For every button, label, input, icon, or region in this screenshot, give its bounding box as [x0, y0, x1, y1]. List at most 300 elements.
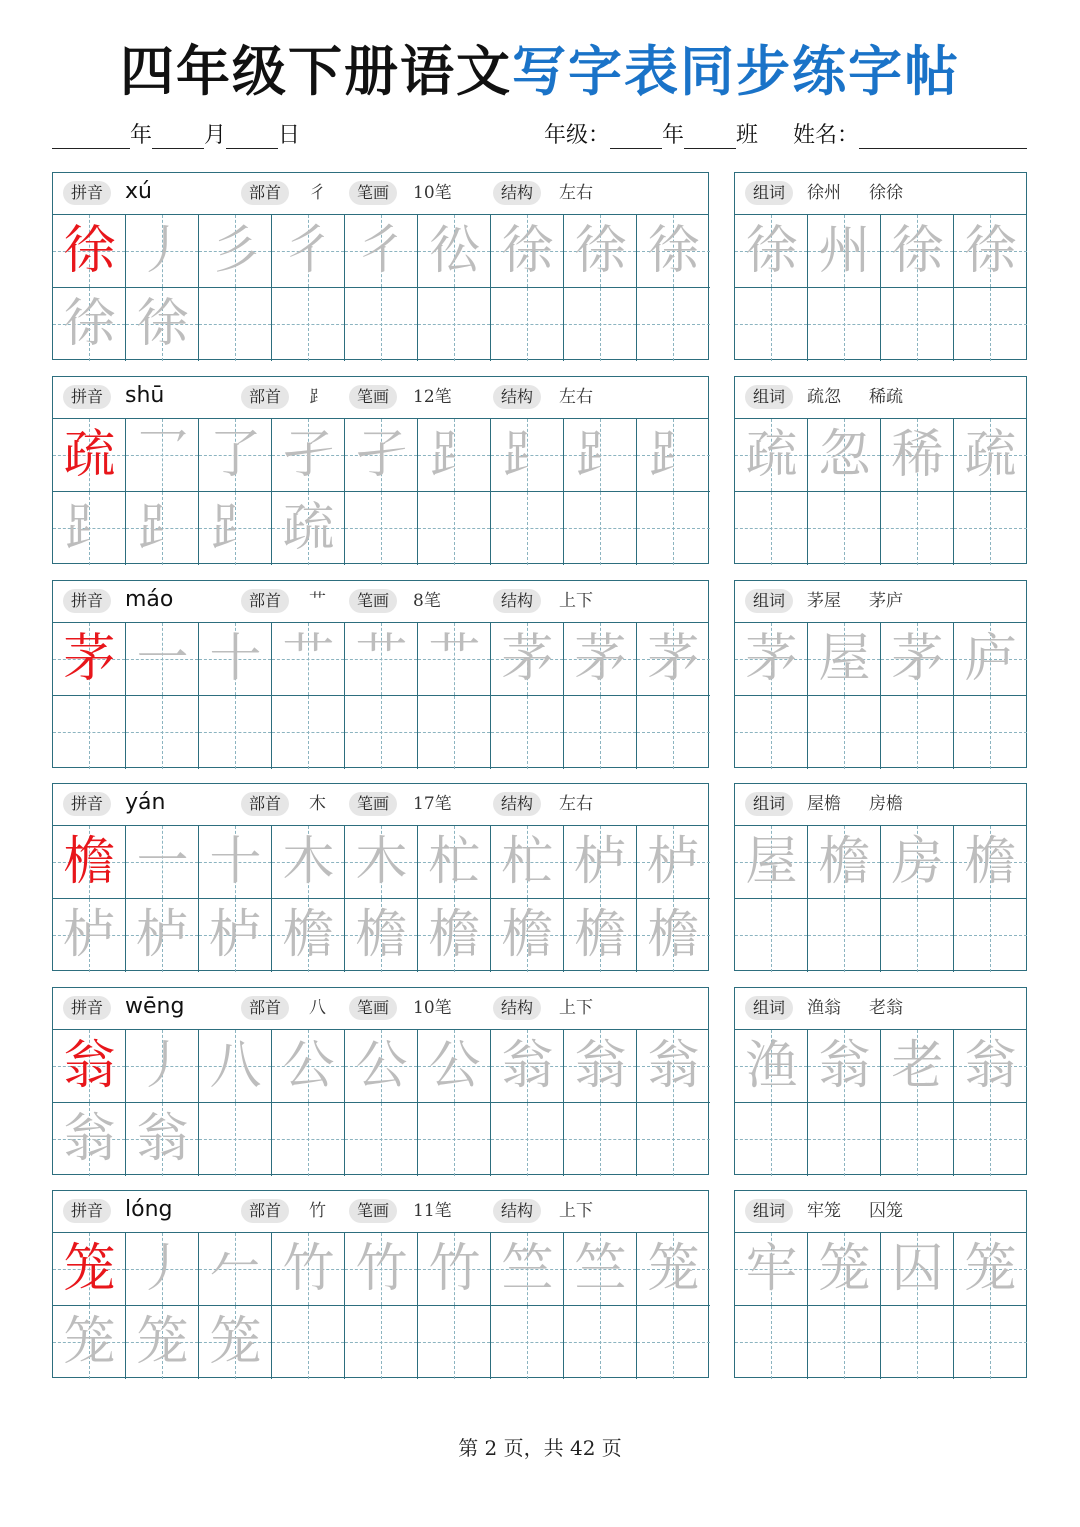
practice-cell[interactable]: [272, 215, 345, 288]
word-practice-panel: [734, 172, 1027, 360]
trace-char: 翁: [574, 1036, 627, 1096]
practice-cell[interactable]: [418, 492, 491, 565]
practice-cell[interactable]: [564, 419, 637, 492]
practice-cell[interactable]: [564, 1103, 637, 1176]
practice-cell[interactable]: [272, 623, 345, 696]
structure-value: 上下: [559, 591, 593, 611]
word-cell[interactable]: [881, 419, 954, 492]
month-blank[interactable]: [152, 120, 204, 149]
practice-cell[interactable]: [126, 419, 199, 492]
practice-cell[interactable]: [53, 899, 126, 972]
practice-cell[interactable]: [491, 1103, 564, 1176]
practice-cell[interactable]: [272, 826, 345, 899]
practice-cell[interactable]: [491, 826, 564, 899]
word-cell[interactable]: [954, 1306, 1027, 1379]
practice-cell[interactable]: [345, 696, 418, 769]
practice-cell[interactable]: [491, 623, 564, 696]
char-info-header: [53, 784, 708, 826]
practice-cell[interactable]: [418, 1233, 491, 1306]
trace-char: 孑: [355, 425, 408, 485]
char-practice-panel: [52, 172, 709, 360]
word-cell[interactable]: [808, 1030, 881, 1103]
strokes-label: 笔画: [349, 385, 397, 409]
trace-char: 公: [428, 1036, 481, 1096]
structure-label: 结构: [493, 589, 541, 613]
title-part2: 写字表同步练字帖: [512, 40, 960, 103]
practice-cell[interactable]: [564, 215, 637, 288]
word-cell[interactable]: [735, 696, 808, 769]
practice-cell[interactable]: [564, 492, 637, 565]
practice-cell[interactable]: [199, 1103, 272, 1176]
practice-cell[interactable]: [53, 696, 126, 769]
strokes-value: 8笔: [413, 591, 441, 611]
practice-cell[interactable]: [199, 1233, 272, 1306]
practice-cell[interactable]: [272, 492, 345, 565]
trace-char: 孑: [282, 425, 335, 485]
practice-cell[interactable]: [491, 696, 564, 769]
char-practice-panel: [52, 376, 709, 564]
word-cell[interactable]: [954, 1233, 1027, 1306]
word-cell[interactable]: [881, 1103, 954, 1176]
trace-char: 栌: [647, 832, 700, 892]
word-cell[interactable]: [954, 696, 1027, 769]
word-cell[interactable]: [881, 215, 954, 288]
radical-label: 部首: [241, 792, 289, 816]
practice-cell[interactable]: [418, 899, 491, 972]
strokes-label: 笔画: [349, 181, 397, 205]
word-cell[interactable]: [735, 623, 808, 696]
practice-cell[interactable]: [345, 899, 418, 972]
practice-cell[interactable]: [418, 696, 491, 769]
practice-cell[interactable]: [491, 492, 564, 565]
practice-cell[interactable]: [418, 1306, 491, 1379]
word-cell[interactable]: [954, 215, 1027, 288]
trace-char: 栌: [574, 832, 627, 892]
page-title: [0, 30, 1080, 114]
practice-cell[interactable]: [637, 1030, 710, 1103]
practice-cell[interactable]: [126, 1030, 199, 1103]
word-cell[interactable]: [954, 826, 1027, 899]
word-cell[interactable]: [808, 288, 881, 361]
practice-cell[interactable]: [418, 1030, 491, 1103]
word-cell[interactable]: [954, 899, 1027, 972]
structure-label: 结构: [493, 792, 541, 816]
practice-cell[interactable]: [126, 1103, 199, 1176]
char-practice-panel: [52, 783, 709, 971]
practice-cell[interactable]: [564, 1233, 637, 1306]
word-trace-char: 老: [891, 1036, 944, 1096]
pinyin-label: 拼音: [63, 385, 111, 409]
trace-char: ⻊: [428, 425, 481, 485]
word-cell[interactable]: [808, 492, 881, 565]
practice-cell[interactable]: [491, 1306, 564, 1379]
practice-cell[interactable]: [637, 492, 710, 565]
practice-cell[interactable]: [418, 826, 491, 899]
practice-cell[interactable]: [491, 899, 564, 972]
practice-cell[interactable]: [272, 696, 345, 769]
practice-cell[interactable]: [126, 899, 199, 972]
practice-cell[interactable]: [345, 1233, 418, 1306]
pinyin-value: xú: [125, 179, 152, 204]
word-cell[interactable]: [735, 826, 808, 899]
practice-cell[interactable]: [637, 288, 710, 361]
word-2: 囚笼: [869, 1201, 903, 1221]
practice-cell[interactable]: [345, 288, 418, 361]
practice-cell[interactable]: [272, 1030, 345, 1103]
word-cell[interactable]: [735, 288, 808, 361]
word-cell[interactable]: [808, 1306, 881, 1379]
practice-cell[interactable]: [491, 1233, 564, 1306]
word-1: 屋檐: [807, 794, 841, 814]
trace-char: 翁: [501, 1036, 554, 1096]
practice-cell[interactable]: [345, 1306, 418, 1379]
practice-cell[interactable]: [53, 1030, 126, 1103]
practice-cell[interactable]: [199, 288, 272, 361]
word-cell[interactable]: [881, 492, 954, 565]
practice-cell[interactable]: [199, 899, 272, 972]
pinyin-value: wēng: [125, 994, 185, 1019]
word-practice-panel: [734, 987, 1027, 1175]
word-cell[interactable]: [954, 419, 1027, 492]
word-trace-char: 囚: [891, 1239, 944, 1299]
page-footer: 第 2 页，共 42 页: [458, 1436, 622, 1460]
strokes-label: 笔画: [349, 792, 397, 816]
word-trace-char: 笼: [818, 1239, 871, 1299]
trace-char: 十: [209, 629, 262, 689]
trace-char: ⻊: [63, 498, 116, 558]
day-blank[interactable]: [226, 120, 278, 149]
trace-char: 竹: [428, 1239, 481, 1299]
word-cell[interactable]: [881, 1233, 954, 1306]
trace-char: 徐: [647, 221, 700, 281]
word-cell[interactable]: [735, 492, 808, 565]
word-cell[interactable]: [954, 1030, 1027, 1103]
practice-cell[interactable]: [637, 826, 710, 899]
practice-cell[interactable]: [272, 1103, 345, 1176]
trace-char: 檐: [428, 905, 481, 965]
word-cell[interactable]: [954, 492, 1027, 565]
trace-char: 杧: [428, 832, 481, 892]
pinyin-label: 拼音: [63, 792, 111, 816]
student-info: [544, 118, 1027, 149]
word-cell[interactable]: [881, 696, 954, 769]
char-block: [52, 987, 1027, 1175]
word-cell[interactable]: [808, 826, 881, 899]
word-cell[interactable]: [735, 1103, 808, 1176]
practice-cell[interactable]: [199, 623, 272, 696]
trace-char: 竺: [501, 1239, 554, 1299]
practice-cell[interactable]: [418, 419, 491, 492]
practice-cell[interactable]: [199, 1030, 272, 1103]
structure-value: 上下: [559, 998, 593, 1018]
words-label: 组词: [745, 1199, 793, 1223]
practice-cell[interactable]: [418, 288, 491, 361]
practice-cell[interactable]: [126, 1306, 199, 1379]
practice-cell[interactable]: [126, 623, 199, 696]
radical-value: 艹: [309, 591, 326, 611]
word-cell[interactable]: [881, 288, 954, 361]
practice-cell[interactable]: [53, 623, 126, 696]
practice-cell[interactable]: [564, 1030, 637, 1103]
pinyin-label: 拼音: [63, 589, 111, 613]
year-blank[interactable]: [52, 120, 130, 149]
practice-cell[interactable]: [53, 826, 126, 899]
word-practice-panel: [734, 580, 1027, 768]
trace-char: 栌: [136, 905, 189, 965]
word-cell[interactable]: [954, 623, 1027, 696]
practice-cell[interactable]: [126, 1233, 199, 1306]
practice-cell[interactable]: [272, 899, 345, 972]
practice-cell[interactable]: [564, 623, 637, 696]
word-practice-panel: [734, 376, 1027, 564]
practice-cell[interactable]: [564, 826, 637, 899]
char-block: [52, 376, 1027, 564]
word-trace-char: 渔: [745, 1036, 798, 1096]
radical-label: 部首: [241, 589, 289, 613]
word-cell[interactable]: [735, 419, 808, 492]
word-2: 徐徐: [869, 183, 903, 203]
word-cell[interactable]: [881, 826, 954, 899]
word-cell[interactable]: [808, 623, 881, 696]
trace-char: 艹: [355, 629, 408, 689]
word-cell[interactable]: [735, 1030, 808, 1103]
practice-cell[interactable]: [53, 492, 126, 565]
trace-char: 木: [355, 832, 408, 892]
practice-cell[interactable]: [272, 1306, 345, 1379]
practice-cell[interactable]: [199, 826, 272, 899]
pinyin-value: yán: [125, 790, 166, 815]
word-cell[interactable]: [881, 1030, 954, 1103]
practice-cell[interactable]: [345, 1103, 418, 1176]
trace-char: 竺: [574, 1239, 627, 1299]
radical-label: 部首: [241, 385, 289, 409]
char-practice-panel: [52, 580, 709, 768]
word-cell[interactable]: [881, 899, 954, 972]
practice-cell[interactable]: [199, 1306, 272, 1379]
radical-label: 部首: [241, 996, 289, 1020]
practice-cell[interactable]: [53, 419, 126, 492]
word-trace-char: 疏: [964, 425, 1017, 485]
structure-value: 上下: [559, 1201, 593, 1221]
word-cell[interactable]: [735, 1306, 808, 1379]
practice-cell[interactable]: [126, 288, 199, 361]
radical-label: 部首: [241, 1199, 289, 1223]
word-1: 徐州: [807, 183, 841, 203]
word-2: 老翁: [869, 998, 903, 1018]
words-label: 组词: [745, 385, 793, 409]
trace-char: 𠂉: [209, 1239, 262, 1299]
word-header: [735, 988, 1026, 1030]
trace-char: 八: [209, 1036, 262, 1096]
char-info-header: [53, 988, 708, 1030]
practice-cell[interactable]: [53, 1233, 126, 1306]
practice-cell[interactable]: [53, 215, 126, 288]
structure-value: 左右: [559, 183, 593, 203]
trace-char: 檐: [574, 905, 627, 965]
practice-cell[interactable]: [345, 623, 418, 696]
trace-char: 疏: [282, 498, 335, 558]
practice-cell[interactable]: [637, 623, 710, 696]
practice-cell[interactable]: [53, 1306, 126, 1379]
practice-cell[interactable]: [637, 696, 710, 769]
trace-char: 彸: [428, 221, 481, 281]
practice-cell[interactable]: [345, 826, 418, 899]
word-2: 稀疏: [869, 387, 903, 407]
grade-blank[interactable]: [610, 120, 662, 149]
trace-char: 翁: [647, 1036, 700, 1096]
practice-cell[interactable]: [564, 899, 637, 972]
word-1: 疏忽: [807, 387, 841, 407]
char-block: [52, 1190, 1027, 1378]
trace-char: 丿: [136, 221, 189, 281]
practice-cell[interactable]: [637, 899, 710, 972]
practice-cell[interactable]: [564, 696, 637, 769]
word-cell[interactable]: [881, 1306, 954, 1379]
radical-label: 部首: [241, 181, 289, 205]
word-cell[interactable]: [735, 899, 808, 972]
practice-cell[interactable]: [272, 288, 345, 361]
word-cell[interactable]: [954, 1103, 1027, 1176]
pinyin-value: lóng: [125, 1197, 173, 1222]
model-char: 茅: [63, 629, 116, 689]
word-cell[interactable]: [808, 899, 881, 972]
practice-cell[interactable]: [53, 288, 126, 361]
word-trace-char: 牢: [745, 1239, 798, 1299]
trace-char: 栌: [209, 905, 262, 965]
trace-char: 十: [209, 832, 262, 892]
grade-label: 年级：: [543, 123, 610, 148]
word-header: [735, 1191, 1026, 1233]
words-label: 组词: [745, 589, 793, 613]
word-cell[interactable]: [735, 1233, 808, 1306]
trace-char: ⻊: [209, 498, 262, 558]
practice-cell[interactable]: [345, 419, 418, 492]
words-label: 组词: [745, 792, 793, 816]
name-label: 姓名：: [792, 123, 859, 148]
practice-cell[interactable]: [345, 215, 418, 288]
word-trace-char: 徐: [745, 221, 798, 281]
strokes-value: 11笔: [413, 1201, 452, 1221]
word-cell[interactable]: [808, 419, 881, 492]
trace-char: ⻊: [647, 425, 700, 485]
strokes-value: 10笔: [413, 998, 452, 1018]
word-trace-char: 屋: [818, 629, 871, 689]
practice-cell[interactable]: [637, 215, 710, 288]
practice-cell[interactable]: [637, 1306, 710, 1379]
strokes-value: 10笔: [413, 183, 452, 203]
practice-cell[interactable]: [53, 1103, 126, 1176]
practice-cell[interactable]: [491, 419, 564, 492]
practice-cell[interactable]: [564, 288, 637, 361]
trace-char: 笼: [647, 1239, 700, 1299]
trace-char: 茅: [501, 629, 554, 689]
word-trace-char: 檐: [818, 832, 871, 892]
radical-value: 彳: [309, 183, 326, 203]
practice-cell[interactable]: [491, 215, 564, 288]
practice-cell[interactable]: [345, 1030, 418, 1103]
structure-label: 结构: [493, 385, 541, 409]
practice-cell[interactable]: [491, 288, 564, 361]
word-cell[interactable]: [808, 1103, 881, 1176]
strokes-label: 笔画: [349, 589, 397, 613]
word-trace-char: 茅: [745, 629, 798, 689]
word-practice-panel: [734, 1190, 1027, 1378]
word-1: 牢笼: [807, 1201, 841, 1221]
word-cell[interactable]: [808, 696, 881, 769]
grade-year-label: 年: [661, 123, 684, 148]
trace-char: 丿: [136, 1239, 189, 1299]
trace-char: 檐: [501, 905, 554, 965]
practice-cell[interactable]: [199, 419, 272, 492]
practice-cell[interactable]: [491, 1030, 564, 1103]
trace-char: 一: [136, 629, 189, 689]
class-label: 班: [735, 123, 758, 148]
char-block: [52, 783, 1027, 971]
practice-cell[interactable]: [418, 215, 491, 288]
trace-char: ⻊: [136, 498, 189, 558]
word-trace-char: 徐: [891, 221, 944, 281]
trace-char: 笼: [63, 1312, 116, 1372]
practice-cell[interactable]: [199, 215, 272, 288]
word-trace-char: 州: [818, 221, 871, 281]
practice-cell[interactable]: [126, 826, 199, 899]
practice-cell[interactable]: [637, 1233, 710, 1306]
practice-cell[interactable]: [637, 1103, 710, 1176]
practice-cell[interactable]: [345, 492, 418, 565]
char-info-header: [53, 581, 708, 623]
practice-cell[interactable]: [272, 419, 345, 492]
practice-cell[interactable]: [637, 419, 710, 492]
practice-cell[interactable]: [418, 1103, 491, 1176]
word-trace-char: 翁: [964, 1036, 1017, 1096]
trace-char: 彡: [209, 221, 262, 281]
trace-char: 檐: [647, 905, 700, 965]
word-1: 渔翁: [807, 998, 841, 1018]
word-trace-char: 房: [891, 832, 944, 892]
word-trace-char: 疏: [745, 425, 798, 485]
month-label: 月: [204, 123, 227, 148]
trace-char: 徐: [136, 294, 189, 354]
word-cell[interactable]: [954, 288, 1027, 361]
class-blank[interactable]: [684, 120, 736, 149]
practice-cell[interactable]: [418, 623, 491, 696]
word-trace-char: 笼: [964, 1239, 1017, 1299]
structure-label: 结构: [493, 1199, 541, 1223]
trace-char: 丿: [136, 1036, 189, 1096]
word-header: [735, 581, 1026, 623]
word-cell[interactable]: [881, 623, 954, 696]
model-char: 翁: [63, 1036, 116, 1096]
practice-cell[interactable]: [199, 492, 272, 565]
name-blank[interactable]: [859, 120, 1027, 149]
trace-char: 翁: [136, 1109, 189, 1169]
practice-cell[interactable]: [199, 696, 272, 769]
word-cell[interactable]: [808, 215, 881, 288]
practice-cell[interactable]: [272, 1233, 345, 1306]
trace-char: 彳: [355, 221, 408, 281]
word-cell[interactable]: [735, 215, 808, 288]
practice-cell[interactable]: [126, 492, 199, 565]
practice-cell[interactable]: [564, 1306, 637, 1379]
model-char: 笼: [63, 1239, 116, 1299]
word-cell[interactable]: [808, 1233, 881, 1306]
word-2: 茅庐: [869, 591, 903, 611]
practice-cell[interactable]: [126, 696, 199, 769]
radical-value: 竹: [309, 1201, 326, 1221]
strokes-label: 笔画: [349, 996, 397, 1020]
practice-cell[interactable]: [126, 215, 199, 288]
trace-char: 徐: [63, 294, 116, 354]
